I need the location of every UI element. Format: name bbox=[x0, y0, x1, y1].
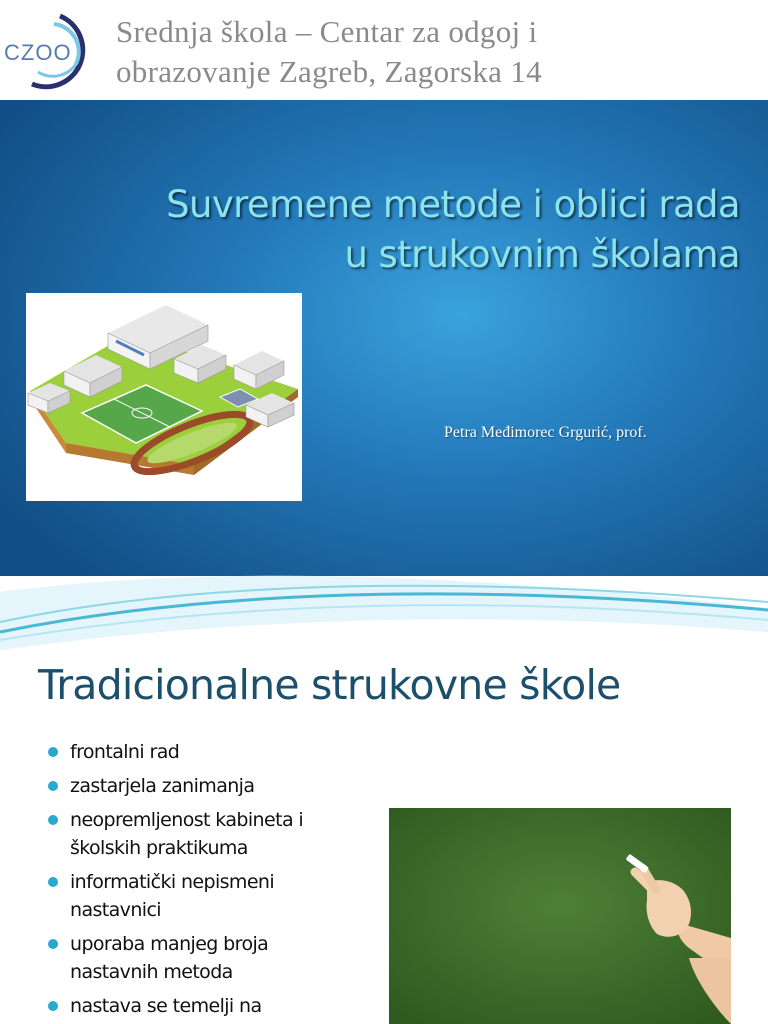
presentation-title-line-1: Suvremene metode i oblici rada bbox=[166, 183, 740, 226]
school-name-line-2: obrazovanje Zagreb, Zagorska 14 bbox=[116, 54, 542, 89]
list-item bbox=[48, 930, 368, 986]
author-name: Petra Međimorec Grgurić, prof. bbox=[444, 424, 647, 441]
list-item-text: neopremljenost kabineta i bbox=[70, 809, 304, 831]
list-item bbox=[48, 868, 368, 924]
list-item-text: školskih praktikuma bbox=[70, 837, 248, 859]
bullet-icon bbox=[48, 815, 58, 825]
list-item bbox=[48, 992, 368, 1020]
slide-2-title: Tradicionalne strukovne škole bbox=[38, 661, 621, 709]
bullet-icon bbox=[48, 939, 58, 949]
czoo-logo bbox=[2, 10, 102, 94]
list-item-text: frontalni rad bbox=[70, 741, 180, 763]
list-item bbox=[48, 738, 368, 766]
school-campus-illustration bbox=[26, 293, 302, 501]
document-header bbox=[0, 0, 768, 100]
logo-text: CZOO bbox=[4, 40, 72, 65]
list-item-text: uporaba manjeg broja bbox=[70, 933, 269, 955]
list-item-text: nastavnici bbox=[70, 899, 161, 921]
list-item-text: nastavnih metoda bbox=[70, 961, 233, 983]
list-item-text: zastarjela zanimanja bbox=[70, 775, 255, 797]
bullet-icon bbox=[48, 1001, 58, 1011]
title-slide bbox=[0, 100, 768, 576]
slide-divider-waves bbox=[0, 570, 768, 665]
bullet-icon bbox=[48, 877, 58, 887]
bullet-icon bbox=[48, 747, 58, 757]
school-name-line-1: Srednja škola – Centar za odgoj i bbox=[116, 14, 538, 49]
bullet-icon bbox=[48, 781, 58, 791]
chalkboard-hand-with-chalk bbox=[389, 808, 731, 1024]
list-item-text: nastava se temelji na bbox=[70, 995, 262, 1017]
bullet-list bbox=[48, 738, 368, 1024]
presentation-title-line-2: u strukovnim školama bbox=[344, 233, 740, 276]
presentation-title bbox=[40, 180, 740, 280]
list-item bbox=[48, 806, 368, 862]
list-item-text: informatički nepismeni bbox=[70, 871, 275, 893]
school-name bbox=[116, 12, 756, 92]
list-item bbox=[48, 772, 368, 800]
